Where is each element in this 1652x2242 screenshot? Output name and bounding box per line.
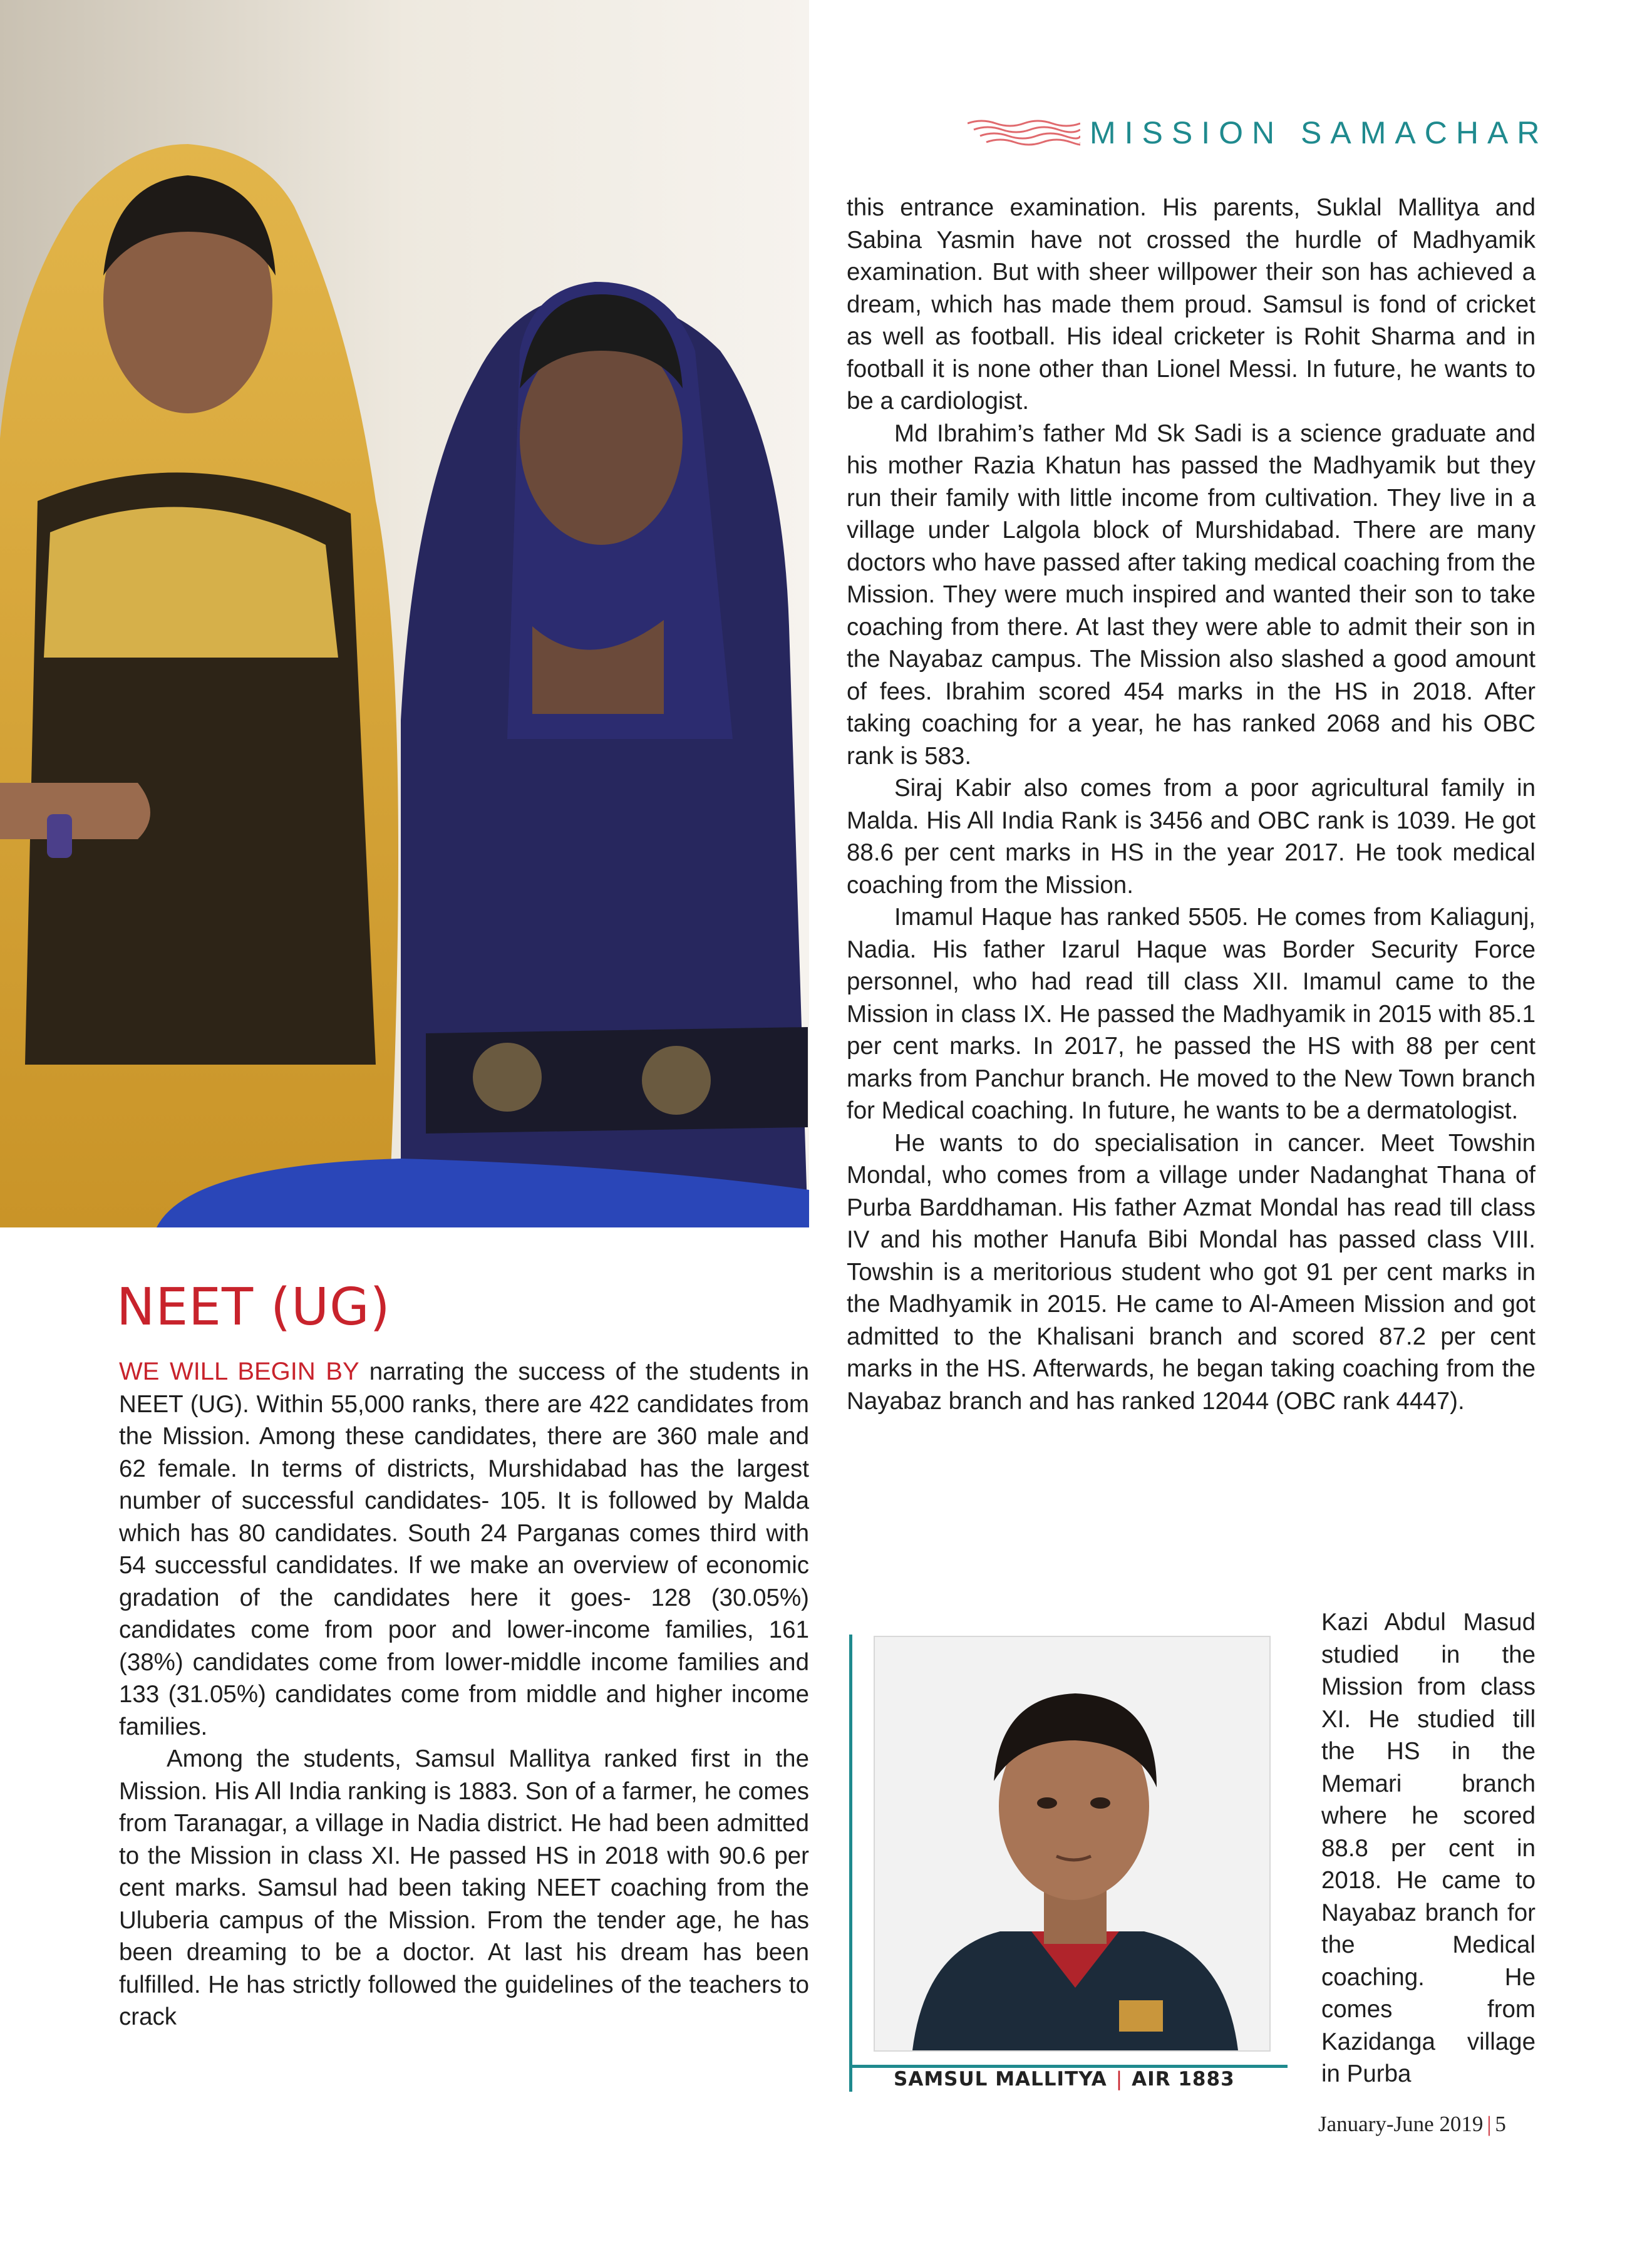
page-footer [1318, 2112, 1506, 2137]
group-photo-two-students [0, 0, 809, 1227]
page-number: 5 [1495, 2112, 1506, 2136]
magazine-title: MISSION SAMACHAR [1090, 115, 1549, 150]
paragraph: this entrance examination. His parents, Suklal Mallitya and Sabina Yasmin have not crossed the hurdle of Madhyamik examination. But with sheer willpower their son has achieved a dream, which has made them proud. Samsul is fond of cricket as well as football. His ideal cricketer is Rohit Sharma and in football it is none other than Lionel Messi. In future, he wants to be a cardiologist. [847, 194, 1536, 415]
caption-rank: AIR 1883 [1132, 2068, 1235, 2090]
footer-separator: | [1487, 2112, 1492, 2136]
student-portrait [874, 1636, 1271, 2052]
frame-rule-vertical [849, 1635, 852, 2092]
paragraph: Md Ibrahim’s father Md Sk Sadi is a science graduate and his mother Razia Khatun has passed the Madhyamik but they run their family with little income from cultivation. They live in a village under Lalgola block of Murshidabad. There are many doctors who have passed after taking medical coaching from the Mission. They were much inspired and wanted their son to take coaching from there. At last they were able to admit their son in the Nayabaz campus. The Mission also slashed a good amount of fees. Ibrahim scored 454 marks in the HS in 2018. After taking coaching for a year, he has ranked 2068 and his OBC rank is 583. [847, 420, 1536, 770]
portrait-photo [875, 1637, 1269, 2050]
portrait-caption [894, 2068, 1235, 2090]
paragraph-text: narrating the success of the students in NEET (UG). Within 55,000 ranks, there are 422 candidates from the Mission. Among these candidates, there are 360 male and 62 female. In terms of districts, Murshidabad has the largest number of successful candidates- 105. It is followed by Malda which has 80 candidates. South 24 Parganas comes third with 54 successful candidates. If we make an overview of economic gradation of the candidates here it goes- 128 (30.05%) candidates come from poor and lower-income families, 161 (38%) candidates come from lower-middle income families and 133 (31.05%) candidates come from middle and higher income families. [119, 1358, 809, 1740]
wave-ornament-icon [968, 117, 1080, 148]
caption-separator: | [1115, 2068, 1123, 2090]
article-left-column [119, 1356, 809, 2033]
paragraph: Imamul Haque has ranked 5505. He comes from Kaliagunj, Nadia. His father Izarul Haque was Border Security Force personnel, who had read till class XII. Imamul came to the Mission in class IX. He passed the Madhyamik in 2015 with 85.1 per cent marks. In 2017, he passed the HS with 88 per cent marks from Panchur branch. He moved to the New Town branch for Medical coaching. In future, he wants to be a dermatologist. [847, 904, 1536, 1124]
article-narrow-column: Kazi Abdul Masud studied in the Mission from class XI. He studied till the HS in the Memari branch where he scored 88.8 per cent in 2018. He came to Nayabaz branch for the Medical coaching. He comes from Kazidanga village in Purba [1321, 1609, 1536, 2087]
paragraph: Siraj Kabir also comes from a poor agricultural family in Malda. His All India Rank is 3456 and OBC rank is 1039. He got 88.6 per cent marks in HS in the year 2017. He took medical coaching from the Mission. [847, 775, 1536, 899]
lead-in: WE WILL BEGIN BY [119, 1358, 359, 1385]
article-heading: NEET (UG) [116, 1278, 391, 1337]
paragraph: He wants to do specialisation in cancer. Meet Towshin Mondal, who comes from a village under Nadanghat Thana of Purba Barddhaman. His father Azmat Mondal has read till class IV and his mother Hanufa Bibi Mondal has passed class VIII. Towshin is a meritorious student who got 91 per cent marks in the Madhyamik in 2015. He came to Al-Ameen Mission and got admitted to the Khalisani branch and scored 87.2 per cent marks in the HS. Afterwards, he began taking coaching from the Nayabaz branch and has ranked 12044 (OBC rank 4447). [847, 1129, 1536, 1415]
caption-name: SAMSUL MALLITYA [894, 2068, 1107, 2090]
article-right-column [847, 192, 1536, 1417]
students-photo [0, 0, 809, 1227]
issue-date: January-June 2019 [1318, 2112, 1484, 2136]
paragraph [119, 1356, 809, 1743]
paragraph: Among the students, Samsul Mallitya ranked first in the Mission. His All India ranking is 1883. Son of a farmer, he comes from Taranagar, a village in Nadia district. He had been admitted to the Mission in class XI. He passed HS in 2018 with 90.6 per cent marks. Samsul had been taking NEET coaching from the Uluberia campus of the Mission. From the tender age, he has been dreaming to be a doctor. At last his dream has been fulfilled. He has strictly followed the guidelines of the teachers to crack [119, 1745, 809, 2030]
